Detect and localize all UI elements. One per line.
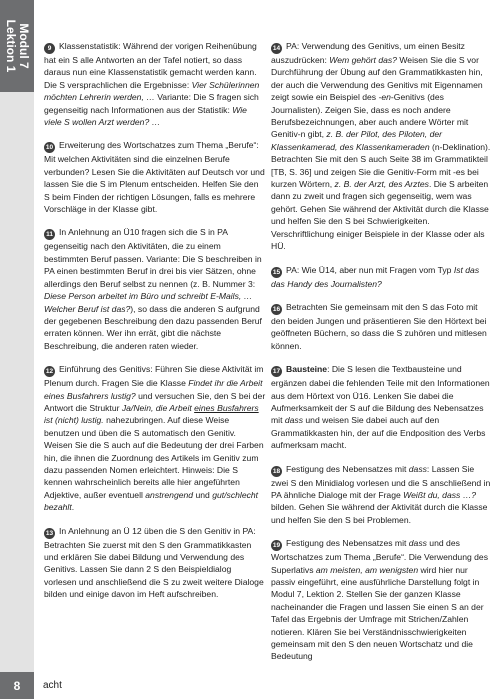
text-run: Diese Person arbeitet im Büro und schreibt E-Mails, … Welcher Beruf ist das? [44, 291, 253, 314]
exercise-block [44, 226, 266, 352]
text-run: wird hier nur passiv eingeführt, eine ausführliche Darstellung folgt in Modul 7, Lektion 2. Stellen Sie der ganzen Klasse nacheinander die Fragen und lassen Sie einen S an der Tafel das Ergebnis der Umfrage mit Strichen/Zahlen notieren. Klären Sie bei Verständnisschwierigkeiten gemeinsam mit den S den neuen Wortschatz und die Bedeutung [271, 564, 484, 662]
module-tab [0, 0, 34, 92]
text-run: nahezubringen. Auf diese Weise benutzen und üben die S automatisch den Genitiv. Weisen Sie die S auch auf die Bedeutung der drei Farben hin, die ihnen die Zuordnung des Artikels im Genitiv zum dazu passenden Nomen erleichtert. Hinweis: Die S kennen wahrscheinlich bereits alle hier angeführten Adjektive, außer eventuell [44, 415, 264, 500]
exercise-number: 19 [272, 542, 281, 550]
exercise-block [271, 463, 493, 527]
exercise-number: 13 [45, 529, 54, 537]
exercise-text [271, 264, 493, 290]
text-run: Weißt du, dass …? [403, 489, 477, 500]
text-run: Findet ihr die Arbeit eines Busfahrers lustig? [44, 378, 263, 401]
text-run: Klassenstatistik: Während der vorigen Reihenübung hat ein S alle Antworten an der Tafel notiert, so dass daraus nun eine Klassenstatistik gemacht werden kann. Die S versprachlichen die Ergebnisse: [44, 41, 257, 90]
text-run: . Die S arbeiten dann zu zweit und fragen sich gegenseitig, wem was gehört. Gehen Sie während der Aktivität durch die Klasse und helfen Sie den S bei Schwierigkeiten. Verschriftlichung einiger Beispiele in der Klasse oder als HÜ. [271, 179, 489, 252]
exercise-block [271, 301, 493, 352]
exercise-text [44, 363, 266, 513]
modul-label: Modul 7 [17, 23, 31, 69]
exercise-text [271, 463, 493, 527]
text-run: dass [284, 415, 303, 426]
text-run: dass [408, 463, 427, 474]
text-run: PA: Wie Ü14, aber nun mit Fragen vom Typ [286, 264, 454, 275]
exercise-text [271, 301, 493, 352]
exercise-text [271, 363, 493, 451]
exercise-number: 16 [272, 305, 281, 313]
text-run: und [193, 489, 213, 500]
text-run: z. B. der Arzt, des Arztes [334, 179, 429, 190]
page-number: 8 [13, 678, 21, 693]
text-run: Ja/Nein, die Arbeit [121, 402, 195, 413]
text-run: und des Wortschatzes zum Thema „Berufe“. Die Verwendung des Superlativs [271, 538, 489, 575]
text-run: : Lassen Sie zwei S den Minidialog vorlesen und die S anschließend in PA ähnliche Dialoge mit der Frage [271, 463, 491, 500]
text-run: -Genitivs (des Journalisten). Zeigen Sie, dass es noch andere Berufsbezeichnungen, aber auch andere Wörter mit Genitiv-n gibt, [271, 92, 469, 140]
exercise-text [44, 139, 266, 215]
text-run: am meisten, am wenigsten [315, 564, 419, 575]
exercise-block [271, 363, 493, 451]
text-run: Variante: Die S fragen sich gegenseitig nach Informationen aus der Statistik: [44, 92, 259, 115]
text-run: gut/schlecht bezahlt [44, 489, 259, 513]
exercise-text [44, 525, 266, 601]
exercise-text [271, 537, 493, 663]
exercise-number: 9 [44, 43, 55, 54]
text-run: Festigung des Nebensatzes mit [286, 538, 409, 549]
lektion-label: Lektion 1 [4, 19, 18, 73]
text-run: Einführung des Genitivs: Führen Sie diese Aktivität im Plenum durch. Fragen Sie die Klasse [44, 364, 264, 389]
text-run: Erweiterung des Wortschatzes zum Thema „Berufe“: Mit welchen Aktivitäten sind die einzelnen Berufe verbunden? Lesen Sie die Aktivitäten auf Deutsch vor und lassen Sie die S im Plenum entscheiden. Helfen Sie den S beim Finden der richtigen Lösungen, falls es mehrere Vorschläge in der Klasse gibt. [44, 140, 265, 215]
text-run: z. B. der Pilot, des Piloten, der Klassenkamerad, des Klassenkameraden [271, 129, 443, 152]
exercise-number: 11 [44, 229, 55, 240]
text-run: -en [378, 92, 391, 103]
exercise-block [271, 264, 493, 290]
text-run: Betrachten Sie gemeinsam mit den S das Foto mit den beiden Jungen und präsentieren Sie den Hörtext bei geöffneten Büchern, so dass die S zuhören und mitlesen können. [271, 301, 487, 351]
text-run: (n-Deklination). Betrachten Sie mit den S auch Seite 38 im Grammatikteil [TB, S. 36] und zeigen Sie die Genitiv-Form mit -es bei kurzen Wörtern, [271, 141, 491, 190]
text-run: In Anlehnung an Ü10 fragen sich die S in PA gegenseitig nach den Aktivitäten, die zu einem bestimmten Beruf passen. Variante: Die S beschreiben in PA einen bestimmten Beruf in drei bis vier Sätzen, ohne allerdings den Beruf selbst zu nennen (z. B. Nummer 3: [44, 227, 262, 289]
text-run: dass [408, 538, 427, 549]
left-column [44, 40, 266, 612]
text-run: Festigung des Nebensatzes mit [286, 463, 409, 474]
page-number-box [0, 672, 34, 699]
exercise-block [271, 537, 493, 663]
text-run: eines Busfahrers [194, 402, 259, 413]
text-run: ist (nicht) lustig. [44, 415, 104, 426]
exercise-number: 17 [272, 368, 281, 376]
text-run: Wie viele S wollen Arzt werden? … [44, 104, 247, 128]
exercise-number: 12 [45, 368, 54, 376]
text-run: ), so dass die anderen S aufgrund der gegebenen Beschreibung den dazu passenden Beruf erraten können. Wer ihn errät, gibt die nächste Beschreibung, die anderen raten wieder. [44, 303, 262, 351]
text-run: und versuchen Sie, den S bei der Antwort die Struktur [44, 390, 266, 413]
text-run: Ist das das Handy des Journalisten? [271, 264, 480, 289]
text-run: Weisen Sie die S vor Durchführung der Übung auf den Grammatikkasten hin, der auch die Verwendung des Genitivs mit Eigennamen zeigt sowie ein Beispiel des [271, 55, 483, 103]
text-run: anstrengend [145, 489, 194, 500]
right-column [271, 40, 493, 674]
text-run: Bausteine [286, 364, 328, 375]
text-run: In Anlehnung an Ü 12 üben die S den Genitiv in PA: Betrachten Sie zuerst mit den S den Grammatikkasten und erklären Sie dabei Bildung und Verwendung des Genitivs. Lassen Sie dann 2 S den Beispieldialog vorlesen und anschließend die S zu zweit weitere Dialoge bilden und einige davon im Heft aufschreiben. [44, 525, 264, 600]
exercise-text [44, 40, 266, 128]
text-run: bilden. Gehen Sie während der Aktivität durch die Klasse und helfen Sie den S bei Problemen. [271, 502, 488, 525]
exercise-number: 14 [272, 45, 281, 52]
text-run: Wem gehört das? [329, 55, 397, 65]
exercise-block [44, 363, 266, 513]
sidebar-strip [0, 0, 34, 699]
exercise-text [44, 226, 266, 352]
exercise-text [271, 40, 493, 253]
exercise-number: 10 [45, 144, 54, 152]
text-run: : Die S lesen die Textbausteine und ergänzen dabei die fehlenden Teile mit den Informationen aus dem Hörtext von Ü16. Lenken Sie dabei die Aufmerksamkeit der S auf die Bildung des Nebensatzes mit [271, 364, 490, 426]
page-number-word: acht [43, 680, 62, 691]
exercise-block [44, 40, 266, 128]
text-run: PA: Verwendung des Genitivs, um einen Besitz auszudrücken: [271, 41, 465, 65]
text-run: und weisen Sie dabei auch auf den Grammatikkasten hin, der auf die Endposition des Verbs aufmerksam macht. [271, 415, 486, 451]
exercise-block [44, 525, 266, 601]
exercise-number: 18 [272, 467, 281, 475]
text-run: . [71, 502, 75, 513]
exercise-block [44, 139, 266, 215]
text-run: Vier Schülerinnen möchten Lehrerin werden, … [44, 79, 260, 103]
exercise-number: 15 [272, 268, 281, 276]
exercise-block [271, 40, 493, 253]
module-tab-label [4, 20, 30, 73]
